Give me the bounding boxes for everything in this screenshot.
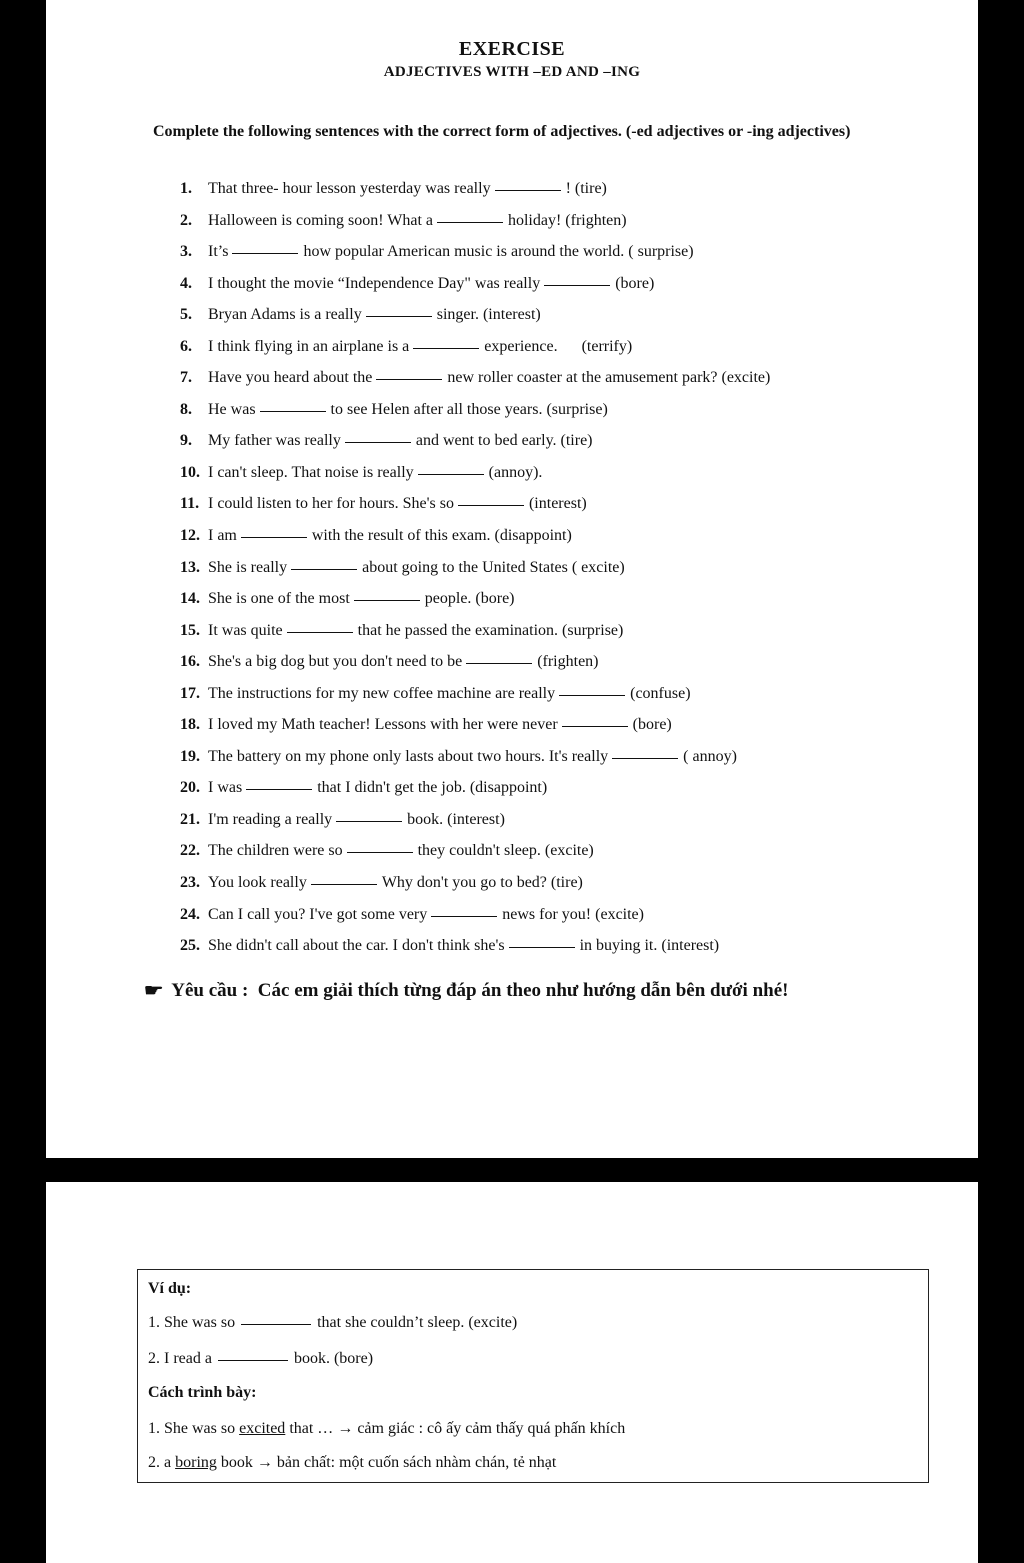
instruction-text: Complete the following sentences with the correct form of adjectives. (-ed adjectives or -ing adjectives)	[153, 123, 851, 140]
item-text-before: The children were so	[208, 842, 343, 860]
answer-blank[interactable]	[431, 915, 497, 917]
answer-blank[interactable]	[260, 410, 326, 412]
exercise-item	[180, 744, 880, 776]
presentation-2-word: boring	[175, 1454, 217, 1471]
item-number: 20.	[180, 779, 200, 797]
item-text-after: (confuse)	[630, 684, 691, 702]
example-sentence-1	[148, 1314, 517, 1332]
item-text-after: to see Helen after all those years. (surprise)	[330, 400, 608, 418]
item-text-after: they couldn't sleep. (excite)	[417, 842, 594, 860]
answer-blank[interactable]	[544, 284, 610, 286]
item-text-before: The instructions for my new coffee machine are really	[208, 684, 556, 702]
item-number: 10.	[180, 463, 200, 481]
item-text-before: I'm reading a really	[208, 810, 333, 828]
answer-blank[interactable]	[354, 599, 420, 601]
item-text-before: She is one of the most	[208, 590, 350, 608]
item-number: 23.	[180, 874, 200, 892]
answer-blank[interactable]	[466, 662, 532, 664]
item-text-before: She's a big dog but you don't need to be	[208, 653, 463, 671]
exercise-item	[180, 618, 880, 650]
requirement-line	[143, 980, 926, 1002]
worksheet-page-1	[46, 0, 978, 1158]
item-text-before: Halloween is coming soon! What a	[208, 211, 433, 229]
item-text-before: Can I call you? I've got some very	[208, 905, 428, 923]
item-number: 6.	[180, 337, 192, 355]
exercise-item	[180, 365, 880, 397]
example-2-post: book. (bore)	[293, 1350, 374, 1367]
example-heading: Ví dụ:	[148, 1280, 192, 1297]
item-number: 9.	[180, 432, 192, 450]
presentation-line-1	[148, 1420, 625, 1438]
item-number: 7.	[180, 369, 192, 387]
item-text-before: It was quite	[208, 621, 283, 639]
answer-blank[interactable]	[562, 725, 628, 727]
presentation-heading: Cách trình bày:	[148, 1384, 257, 1401]
answer-blank[interactable]	[495, 189, 561, 191]
presentation-1-word: excited	[239, 1420, 286, 1437]
exercise-item	[180, 649, 880, 681]
item-number: 14.	[180, 590, 200, 608]
item-text-after: about going to the United States ( excite)	[362, 558, 625, 576]
item-text-after: news for you! (excite)	[502, 905, 644, 923]
exercise-item	[180, 334, 880, 366]
exercise-item	[180, 838, 880, 870]
item-text-after: (bore)	[632, 716, 672, 734]
presentation-line-2	[148, 1454, 556, 1472]
answer-blank[interactable]	[291, 568, 357, 570]
presentation-1-pre: 1. She was so	[148, 1420, 236, 1437]
exercise-item	[180, 208, 880, 240]
item-text-after: (frighten)	[537, 653, 599, 671]
item-number: 2.	[180, 211, 192, 229]
item-number: 18.	[180, 716, 200, 734]
exercise-item	[180, 933, 880, 965]
item-text-after: Why don't you go to bed? (tire)	[381, 874, 583, 892]
item-text-before: I was	[208, 779, 243, 797]
item-text-before: I am	[208, 527, 237, 545]
item-text-after: and went to bed early. (tire)	[415, 432, 593, 450]
item-text-before: Bryan Adams is a really	[208, 306, 362, 324]
example-box	[137, 1269, 929, 1483]
answer-blank[interactable]	[509, 946, 575, 948]
answer-blank[interactable]	[413, 347, 479, 349]
item-text-after: ! (tire)	[565, 180, 607, 197]
item-text-before: That three- hour lesson yesterday was really	[208, 180, 491, 197]
item-number: 12.	[180, 527, 200, 545]
item-number: 5.	[180, 306, 192, 324]
exercise-item	[180, 302, 880, 334]
answer-blank[interactable]	[336, 820, 402, 822]
item-number: 3.	[180, 243, 192, 261]
item-text-after: book. (interest)	[407, 810, 505, 828]
answer-blank[interactable]	[347, 851, 413, 853]
item-text-after: experience. (terrify)	[484, 337, 633, 355]
item-text-before: Have you heard about the	[208, 369, 373, 387]
item-text-before: He was	[208, 400, 256, 418]
exercise-item	[180, 523, 880, 555]
arrow-right-icon: →	[256, 1454, 273, 1471]
presentation-1-post: cảm giác : cô ấy cảm thấy quá phấn khích	[357, 1420, 626, 1437]
answer-blank[interactable]	[345, 441, 411, 443]
exercise-item	[180, 681, 880, 713]
item-text-after: that he passed the examination. (surprise)	[357, 621, 624, 639]
item-number: 1.	[180, 180, 192, 197]
worksheet-page-2	[46, 1182, 978, 1563]
answer-blank[interactable]	[612, 757, 678, 759]
answer-blank[interactable]	[246, 788, 312, 790]
item-text-before: She is really	[208, 558, 288, 576]
answer-blank[interactable]	[437, 221, 503, 223]
answer-blank[interactable]	[241, 1323, 311, 1325]
item-text-after: (bore)	[615, 274, 655, 292]
example-sentence-2	[148, 1350, 373, 1368]
item-number: 17.	[180, 684, 200, 702]
page-subtitle: ADJECTIVES WITH –ED AND –ING	[383, 64, 641, 80]
item-text-before: I can't sleep. That noise is really	[208, 463, 414, 481]
item-text-after: singer. (interest)	[436, 306, 541, 324]
item-number: 11.	[180, 495, 200, 513]
exercise-list	[180, 176, 880, 965]
exercise-item	[180, 239, 880, 271]
item-text-before: You look really	[208, 874, 307, 892]
answer-blank[interactable]	[287, 631, 353, 633]
item-text-after: (interest)	[528, 495, 587, 513]
answer-blank[interactable]	[559, 694, 625, 696]
item-text-after: ( annoy)	[683, 747, 737, 765]
exercise-item	[180, 271, 880, 303]
exercise-item	[180, 775, 880, 807]
answer-blank[interactable]	[232, 252, 298, 254]
item-number: 16.	[180, 653, 200, 671]
exercise-item	[180, 807, 880, 839]
item-text-before: I thought the movie “Independence Day" was really	[208, 274, 541, 292]
item-text-before: I think flying in an airplane is a	[208, 337, 410, 355]
item-number: 8.	[180, 400, 192, 418]
item-number: 19.	[180, 747, 200, 765]
page-title: EXERCISE	[458, 38, 566, 60]
example-1-pre: 1. She was so	[148, 1314, 236, 1331]
item-text-after: new roller coaster at the amusement park? (excite)	[447, 369, 771, 387]
presentation-2-post: bản chất: một cuốn sách nhàm chán, tẻ nhạt	[276, 1454, 557, 1471]
answer-blank[interactable]	[366, 315, 432, 317]
item-number: 21.	[180, 810, 200, 828]
item-number: 13.	[180, 558, 200, 576]
item-text-before: It’s	[208, 243, 229, 261]
arrow-right-icon: →	[337, 1420, 354, 1437]
item-text-after: people. (bore)	[424, 590, 515, 608]
exercise-item	[180, 428, 880, 460]
exercise-item	[180, 712, 880, 744]
answer-blank[interactable]	[376, 378, 442, 380]
pointing-hand-icon: ☛	[143, 981, 164, 1000]
exercise-item	[180, 870, 880, 902]
answer-blank[interactable]	[418, 473, 484, 475]
item-text-after: (annoy).	[488, 463, 543, 481]
example-2-pre: 2. I read a	[148, 1350, 212, 1367]
item-text-before: I loved my Math teacher! Lessons with her were never	[208, 716, 558, 734]
requirement-text: Yêu cầu : Các em giải thích từng đáp án theo như hướng dẫn bên dưới nhé!	[171, 980, 789, 1001]
presentation-2-mid: book	[220, 1454, 253, 1471]
presentation-1-mid: that …	[289, 1420, 334, 1437]
presentation-2-pre: 2. a	[148, 1454, 172, 1471]
item-text-before: She didn't call about the car. I don't think she's	[208, 937, 505, 955]
exercise-item	[180, 555, 880, 587]
answer-blank[interactable]	[458, 504, 524, 506]
item-text-after: that I didn't get the job. (disappoint)	[317, 779, 548, 797]
exercise-item	[180, 176, 880, 208]
item-number: 25.	[180, 937, 200, 955]
item-text-before: The battery on my phone only lasts about two hours. It's really	[208, 747, 609, 765]
item-number: 15.	[180, 621, 200, 639]
exercise-item	[180, 586, 880, 618]
item-text-after: with the result of this exam. (disappoint)	[311, 527, 572, 545]
answer-blank[interactable]	[218, 1359, 288, 1361]
item-number: 22.	[180, 842, 200, 860]
item-text-before: My father was really	[208, 432, 341, 450]
answer-blank[interactable]	[311, 883, 377, 885]
item-number: 4.	[180, 274, 192, 292]
item-text-after: how popular American music is around the world. ( surprise)	[303, 243, 694, 261]
exercise-item	[180, 491, 880, 523]
item-text-after: in buying it. (interest)	[579, 937, 720, 955]
example-1-post: that she couldn’t sleep. (excite)	[317, 1314, 518, 1331]
item-text-before: I could listen to her for hours. She's so	[208, 495, 454, 513]
exercise-item	[180, 460, 880, 492]
item-text-after: holiday! (frighten)	[507, 211, 627, 229]
answer-blank[interactable]	[241, 536, 307, 538]
item-number: 24.	[180, 905, 200, 923]
exercise-item	[180, 902, 880, 934]
exercise-item	[180, 397, 880, 429]
